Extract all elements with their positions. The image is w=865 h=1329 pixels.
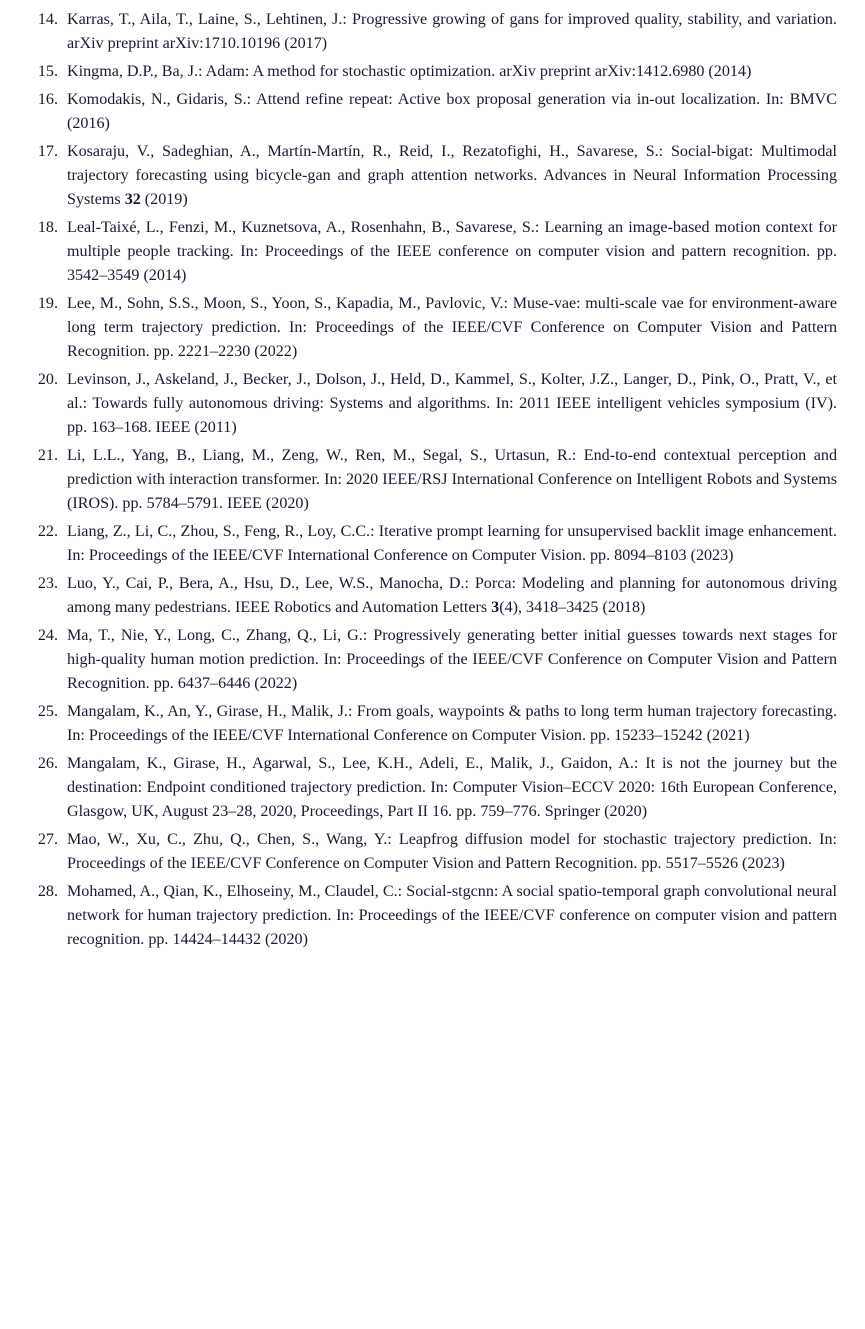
reference-number: 20. [37,370,58,388]
reference-text: Lee, M., Sohn, S.S., Moon, S., Yoon, S., Kapadia, M., Pavlovic, V.: Muse-vae: multi-scale vae for environment-aware long term trajectory prediction. In: Proceedings of the IEEE/CVF Conference on Computer Vision and Pattern Recognition. pp. 2221–2230 (2022) [67,294,837,361]
reference-text: Leal-Taixé, L., Fenzi, M., Kuznetsova, A., Rosenhahn, B., Savarese, S.: Learning an image-based motion context for multiple people tracking. In: Proceedings of the IEEE conference on computer vision and pattern recognition. pp. 3542–3549 (2014) [67,218,837,285]
reference-entry [20,88,837,136]
reference-number: 23. [37,574,58,592]
reference-text: Levinson, J., Askeland, J., Becker, J., Dolson, J., Held, D., Kammel, S., Kolter, J.Z., Langer, D., Pink, O., Pratt, V., et al.: Towards fully autonomous driving: Systems and algorithms. In: 2011 IEEE intelligent vehicles symposium (IV). pp. 163–168. IEEE (2011) [67,370,837,437]
reference-text: Kingma, D.P., Ba, J.: Adam: A method for stochastic optimization. arXiv preprint arXiv:1412.6980 (2014) [67,62,752,80]
reference-number: 27. [37,831,58,848]
reference-entry [20,700,837,748]
reference-text: Li, L.L., Yang, B., Liang, M., Zeng, W., Ren, M., Segal, S., Urtasun, R.: End-to-end contextual perception and prediction with interaction transformer. In: 2020 IEEE/RSJ International Conference on Intelligent Robots and Systems (IROS). pp. 5784–5791. IEEE (2020) [67,446,837,513]
reference-number: 28. [37,882,58,900]
reference-entry [20,60,837,84]
reference-number: 24. [37,626,58,644]
reference-text: Liang, Z., Li, C., Zhou, S., Feng, R., Loy, C.C.: Iterative prompt learning for unsupervised backlit image enhancement. In: Proceedings of the IEEE/CVF International Conference on Computer Vision. pp. 8094–8103 (2023) [67,523,837,565]
reference-number: 21. [37,446,58,464]
reference-entry [20,140,837,213]
reference-entry [20,520,837,568]
reference-entry [20,8,837,56]
reference-entry [20,216,837,289]
reference-entry [20,444,837,517]
reference-number: 25. [37,702,58,720]
reference-number: 18. [37,218,58,236]
reference-text: Mangalam, K., Girase, H., Agarwal, S., Lee, K.H., Adeli, E., Malik, J., Gaidon, A.: It is not the journey but the destination: Endpoint conditioned trajectory prediction. In: Computer Vision–ECCV 2020: 16th European Conference, Glasgow, UK, August 23–28, 2020, Proceedings, Part II 16. pp. 759–776. Springer (2020) [67,754,837,821]
reference-list [20,8,837,953]
reference-text: Karras, T., Aila, T., Laine, S., Lehtinen, J.: Progressive growing of gans for improved quality, stability, and variation. arXiv preprint arXiv:1710.10196 (2017) [67,11,837,53]
reference-entry [20,752,837,825]
reference-number: 14. [37,11,58,28]
reference-text: Mao, W., Xu, C., Zhu, Q., Chen, S., Wang, Y.: Leapfrog diffusion model for stochastic trajectory prediction. In: Proceedings of the IEEE/CVF Conference on Computer Vision and Pattern Recognition. pp. 5517–5526 (2023) [67,831,837,873]
reference-number: 19. [37,294,58,312]
reference-number: 16. [37,90,58,108]
reference-text: Ma, T., Nie, Y., Long, C., Zhang, Q., Li, G.: Progressively generating better initial guesses towards next stages for high-quality human motion prediction. In: Proceedings of the IEEE/CVF Conference on Computer Vision and Pattern Recognition. pp. 6437–6446 (2022) [67,626,837,693]
reference-text: Mangalam, K., An, Y., Girase, H., Malik, J.: From goals, waypoints & paths to long term human trajectory forecasting. In: Proceedings of the IEEE/CVF International Conference on Computer Vision. pp. 15233–15242 (2021) [67,702,837,745]
reference-text: Kosaraju, V., Sadeghian, A., Martín-Martín, R., Reid, I., Rezatofighi, H., Savarese, S.: Social-bigat: Multimodal trajectory forecasting using bicycle-gan and graph attention networks. Advances in Neural Information Processing Systems 32 (2019) [67,142,837,208]
reference-entry [20,880,837,953]
reference-text: Komodakis, N., Gidaris, S.: Attend refine repeat: Active box proposal generation via in-out localization. In: BMVC (2016) [67,90,837,132]
reference-text: Luo, Y., Cai, P., Bera, A., Hsu, D., Lee, W.S., Manocha, D.: Porca: Modeling and planning for autonomous driving among many pedestrians. IEEE Robotics and Automation Letters 3(4), 3418–3425 (2018) [67,574,837,617]
reference-number: 15. [37,62,58,80]
reference-number: 17. [37,142,58,160]
reference-text: Mohamed, A., Qian, K., Elhoseiny, M., Claudel, C.: Social-stgcnn: A social spatio-temporal graph convolutional neural network for human trajectory prediction. In: Proceedings of the IEEE/CVF conference on computer vision and pattern recognition. pp. 14424–14432 (2020) [67,882,837,949]
reference-entry [20,292,837,365]
reference-number: 26. [37,754,58,772]
reference-entry [20,828,837,876]
reference-entry [20,624,837,697]
reference-entry [20,572,837,620]
reference-number: 22. [37,523,58,541]
reference-entry [20,368,837,441]
